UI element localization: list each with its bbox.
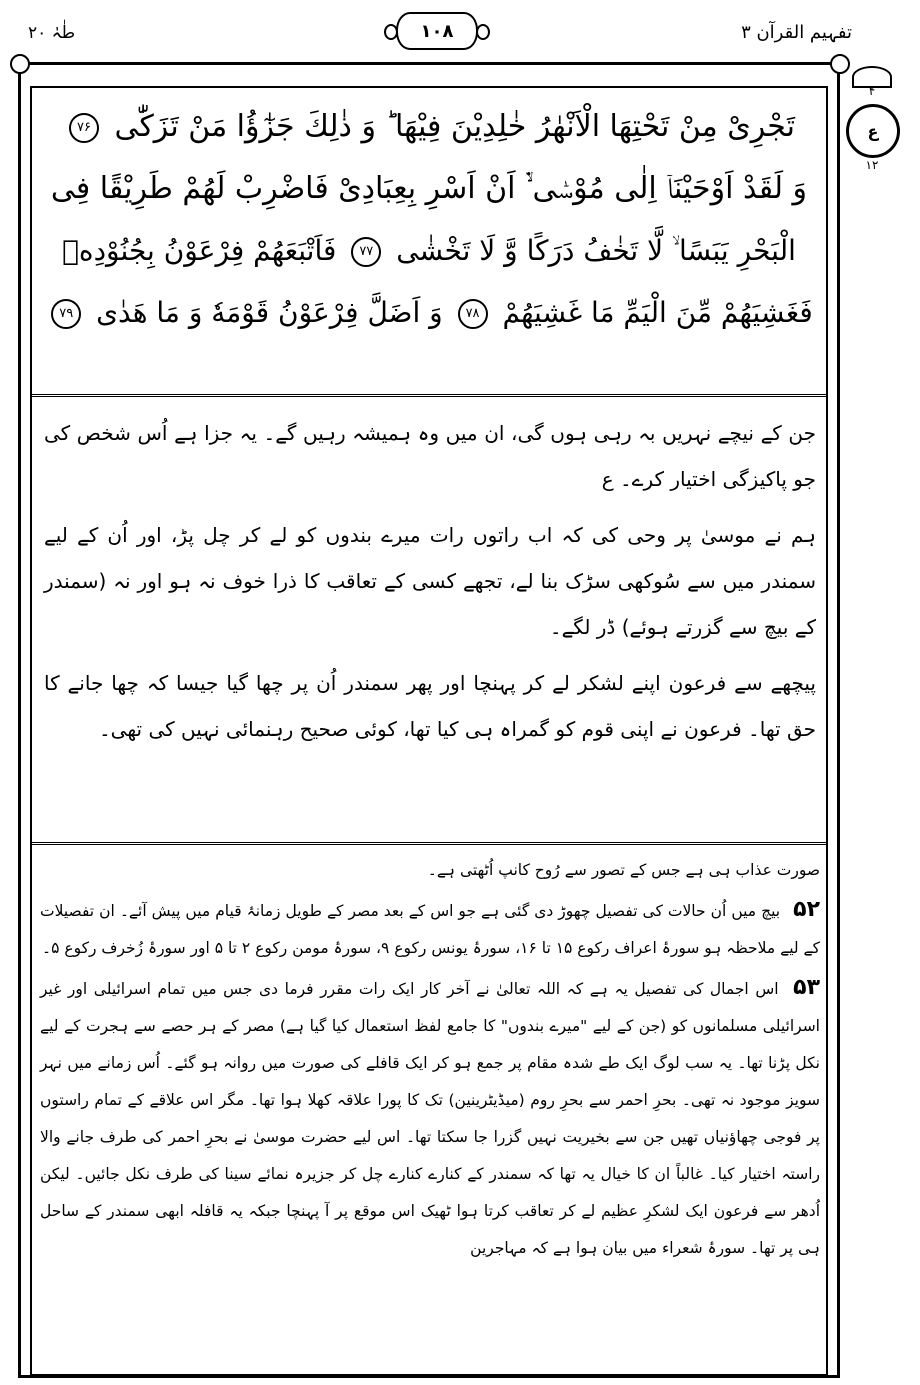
note-text: صورت عذاب ہی ہے جس کے تصور سے رُوح کانپ اُٹھتی ہے۔ xyxy=(427,861,820,879)
page-header xyxy=(18,8,892,54)
verse-line xyxy=(40,220,818,282)
note-text: بیچ میں اُن حالات کی تفصیل چھوڑ دی گئی ہے جو اس کے بعد مصر کے طویل زمانۂ قیام میں پیش آئے۔ ان تفصیلات کے لیے ملاحظہ ہو سورۂ اعراف رکوع ۱۵ تا ۱۶، سورۂ یونس رکوع ۹، سورۂ مومن رکوع ۲ تا ۵ اور سورۂ زُخرف رکوع ۵۔ xyxy=(40,902,820,957)
verse-text: وَ اَضَلَّ فِرْعَوْنُ قَوْمَهٗ وَ مَا هَدٰى xyxy=(96,296,443,329)
section-divider xyxy=(30,842,828,845)
surah-label: طٰہٰ ۲۰ xyxy=(28,23,76,43)
note-number: ۵۲ xyxy=(793,897,821,922)
translation-paragraph: ہم نے موسیٰ پر وحی کی کہ اب راتوں رات میرے بندوں کو لے کر چل پڑ، اور اُن کے لیے سمندر میں سے سُوکھی سڑک بنا لے، تجھے کسی کے تعاقب کا ذرا خوف نہ ہو اور نہ (سمندر کے بیچ سے گزرتے ہوئے) ڈر لگے۔ xyxy=(44,523,816,639)
translation-paragraph: جن کے نیچے نہریں بہ رہی ہوں گی، ان میں وہ ہمیشہ رہیں گے۔ یہ جزا ہے اُس شخص کی جو پاکیزگی اختیار کرے۔ ع xyxy=(44,421,816,491)
ruku-medallion xyxy=(842,64,900,200)
medallion-top: ۴ xyxy=(868,84,876,98)
ayah-number: ۷۸ xyxy=(458,299,488,329)
verse-text: فَغَشِیَهُمْ مِّنَ الْیَمِّ مَا غَشِیَهُمْ xyxy=(502,296,813,329)
note-text: اس اجمال کی تفصیل یہ ہے کہ اللہ تعالیٰ نے آخر کار ایک رات مقرر فرما دی جس میں تمام اسرائیلی اور غیر اسرائیلی مسلمانوں کو (جن کے لیے "میرے بندوں" کا جامع لفظ استعمال کیا گیا ہے) مصر کے ہر حصے سے ہجرت کے لیے نکل پڑنا تھا۔ یہ سب لوگ ایک طے شدہ مقام پر جمع ہو کر ایک قافلے کی صورت میں روانہ ہو گئے۔ اُس زمانے میں نہر سویز موجود نہ تھی۔ بحرِ احمر سے بحرِ روم (میڈیٹرینین) تک کا پورا علاقہ کھلا ہوا تھا۔ مگر اس علاقے کے تمام راستوں پر فوجی چھاؤنیاں تھیں جن سے بخیریت نہیں گزرا جا سکتا تھا۔ اس لیے حضرت موسیٰ نے بحرِ احمر کی طرف جانے والا راستہ اختیار کیا۔ غالباً ان کا خیال یہ تھا کہ سمندر کے کنارے کنارے چل کر جزیرہ نمائے سینا کی طرف نکل جائیں۔ لیکن اُدھر سے فرعون ایک لشکرِ عظیم لے کر تعاقب کرتا ہوا ٹھیک اس موقع پر آ پہنچا جبکہ یہ قافلہ ابھی سمندر کے ساحل ہی پر تھا۔ سورۂ شعراء میں بیان ہوا ہے کہ مہاجرین xyxy=(40,980,820,1257)
note-paragraph xyxy=(40,852,820,889)
verse-text: الْبَحْرِ یَبَسًا ۙ لَّا تَخٰفُ دَرَكًا وَّ لَا تَخْشٰى xyxy=(396,234,796,267)
medallion-center: ع xyxy=(867,121,879,141)
ayah-number: ۷۷ xyxy=(351,237,381,267)
corner-ornament-icon xyxy=(10,54,30,74)
medallion-bottom: ۱۲ xyxy=(865,158,879,172)
verse-line xyxy=(40,282,818,344)
ayah-number: ۷۹ xyxy=(51,299,81,329)
book-title: تفہیم القرآن ۳ xyxy=(741,22,852,43)
note-paragraph xyxy=(40,891,820,967)
verse-text: تَجْرِیْ مِنْ تَحْتِهَا الْاَنْهٰرُ خٰلِدِیْنَ فِیْهَا ؕ وَ ذٰلِكَ جَزٰٓؤُا مَنْ تَزَكّٰى xyxy=(114,109,796,144)
ayah-number: ۷۶ xyxy=(69,113,99,143)
note-number: ۵۳ xyxy=(793,975,820,1000)
verse-text: وَ لَقَدْ اَوْحَیْنَاۤ اِلٰى مُوْسٰۤى ۙ۬ اَنْ اَسْرِ بِعِبَادِیْ فَاضْرِبْ لَهُمْ طَرِیْقًا فِی xyxy=(50,171,808,206)
verse-line xyxy=(40,96,818,158)
medallion-ring xyxy=(846,104,900,158)
page-number: ۱۰۸ xyxy=(396,12,478,50)
verse-text: فَاَتْبَعَهُمْ فِرْعَوْنُ بِجُنُوْدِهٖ xyxy=(62,234,337,267)
section-divider xyxy=(30,394,828,397)
commentary-notes xyxy=(40,852,820,1372)
translation-paragraph: پیچھے سے فرعون اپنے لشکر لے کر پہنچا اور پھر سمندر اُن پر چھا گیا جیسا کہ چھا جانے کا حق تھا۔ فرعون نے اپنی قوم کو گمراہ ہی کیا تھا، کوئی صحیح رہنمائی نہیں کی تھی۔ xyxy=(44,671,816,741)
arabic-verses xyxy=(40,96,818,388)
urdu-translation xyxy=(44,410,816,838)
verse-line xyxy=(40,158,818,220)
note-paragraph xyxy=(40,969,820,1267)
